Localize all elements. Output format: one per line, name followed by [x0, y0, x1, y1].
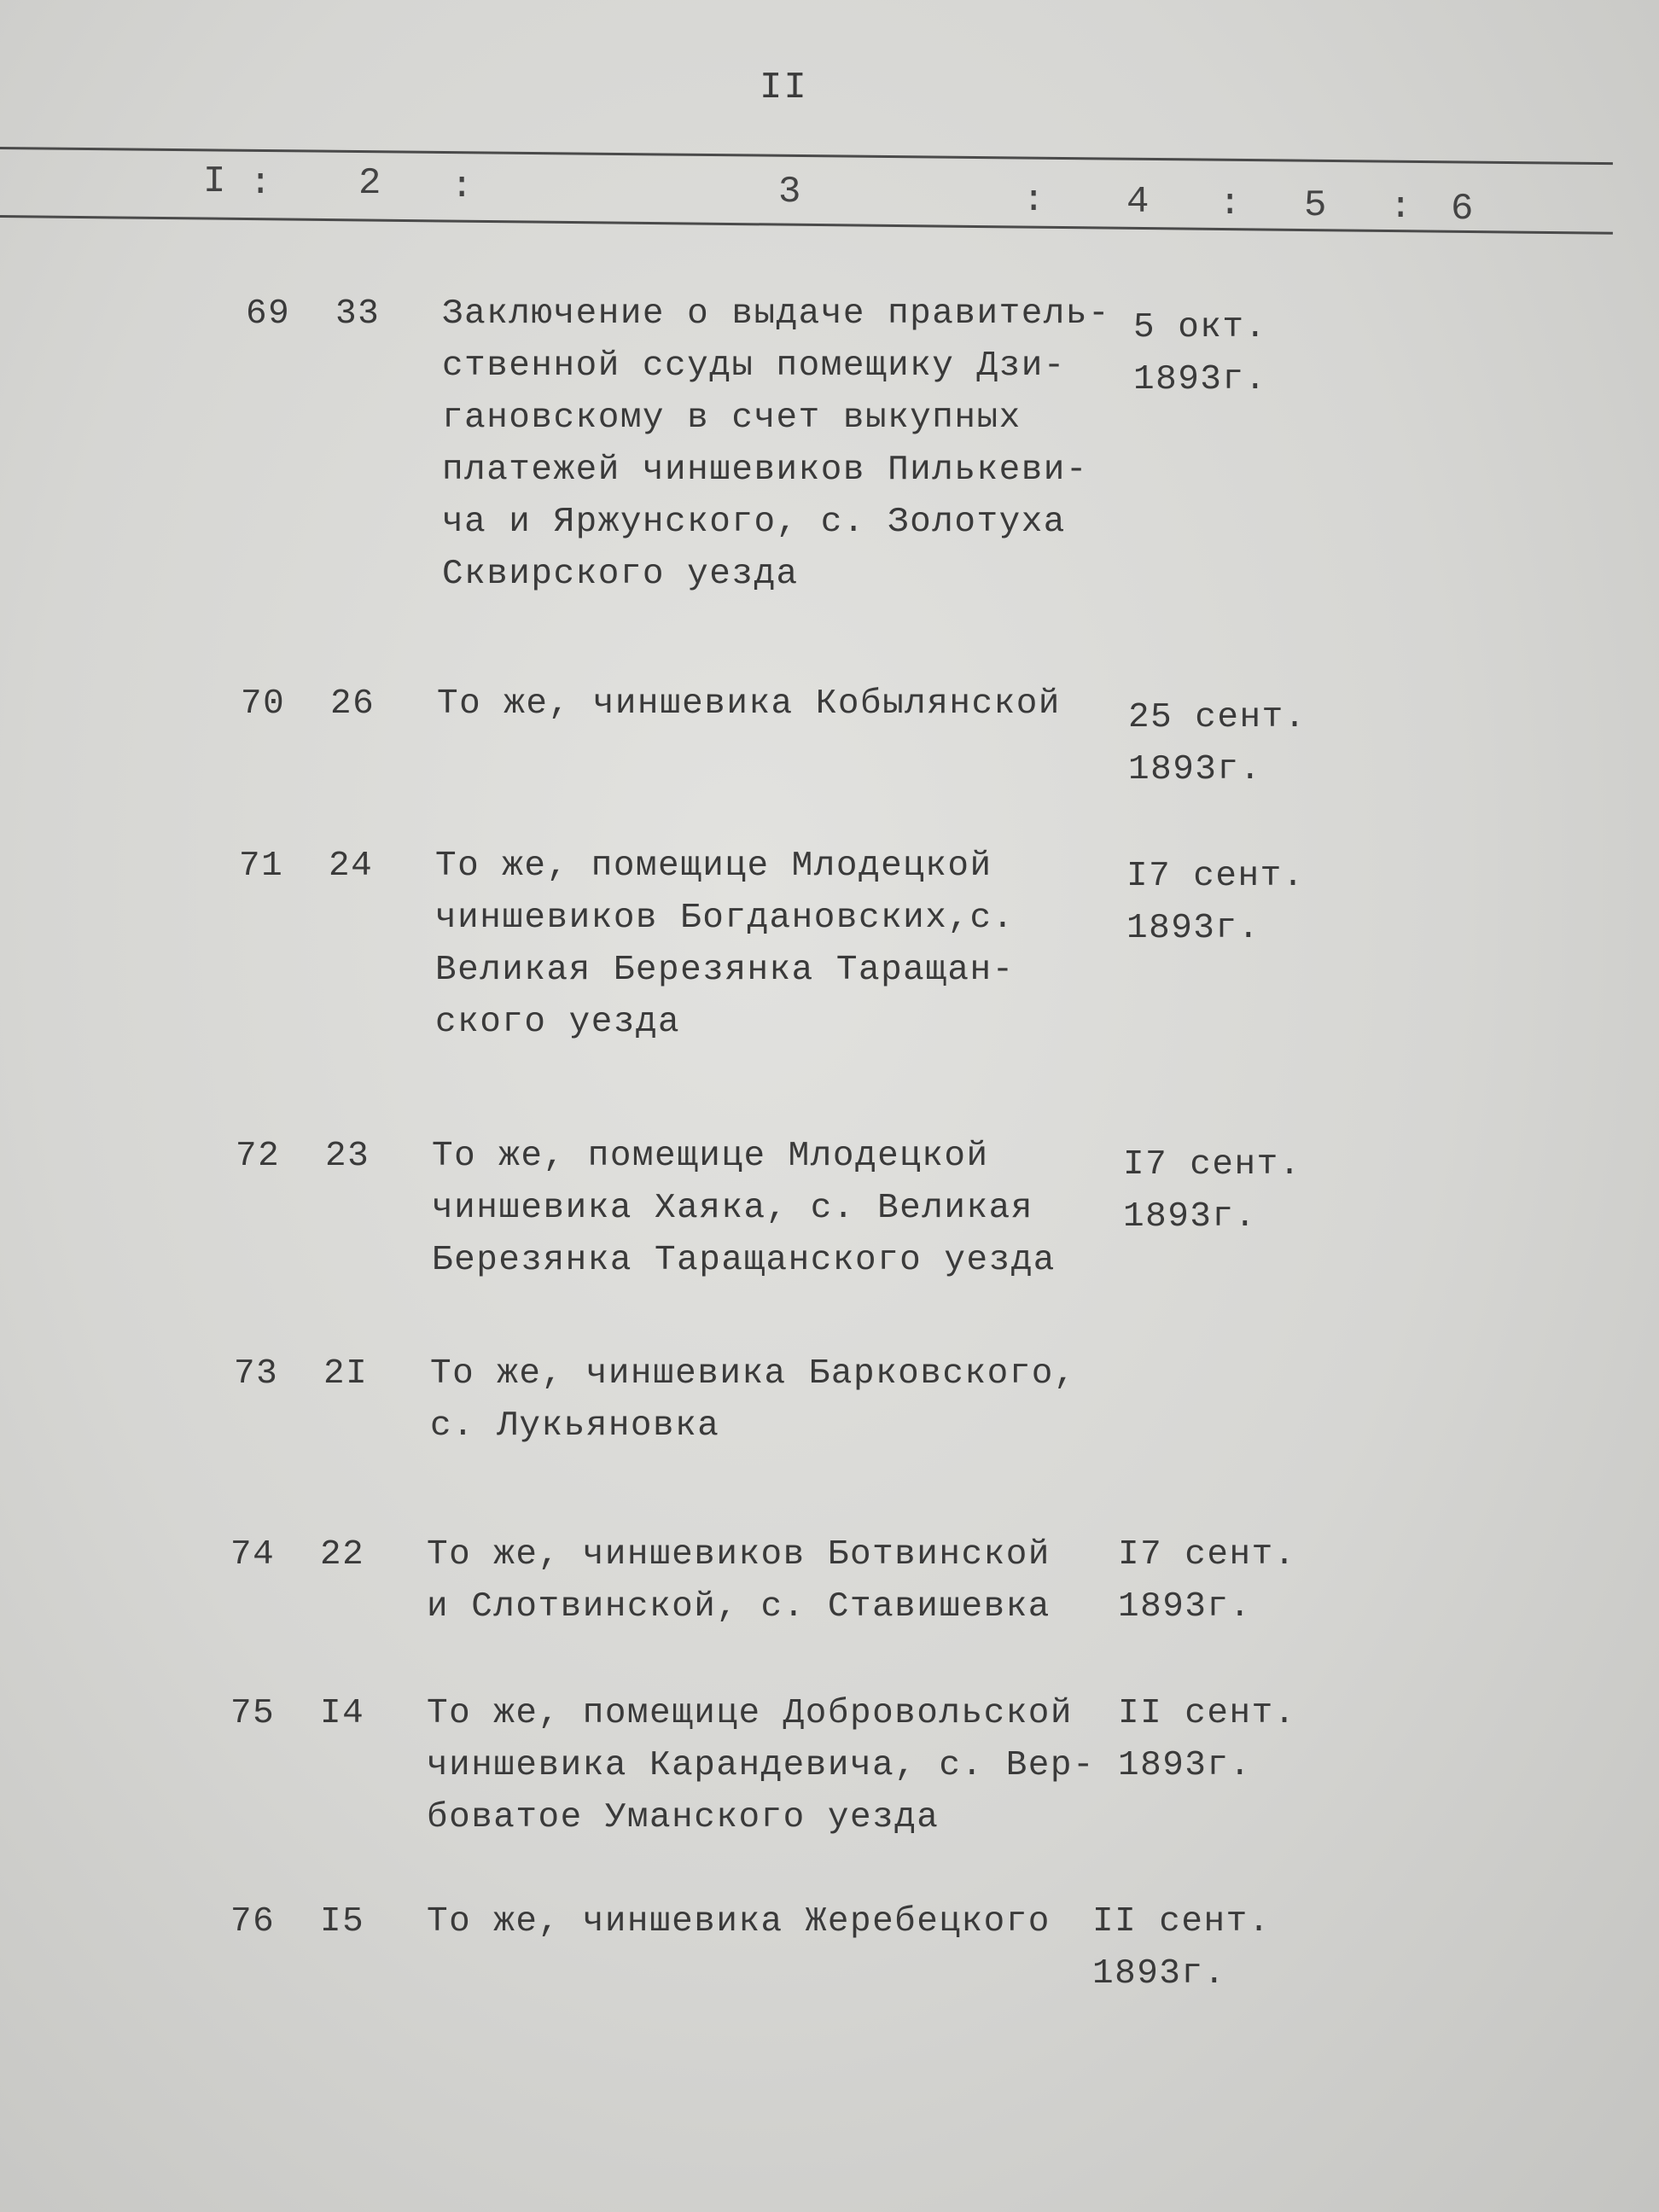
description-line: Березянка Таращанского уезда: [432, 1241, 1056, 1280]
description-line: с. Лукьяновка: [430, 1406, 720, 1446]
description-line: ского уезда: [435, 1003, 681, 1042]
date-line: II сент.: [1092, 1902, 1271, 1941]
column-header-2: 2: [358, 162, 381, 205]
description-line: То же, помещице Млодецкой: [432, 1137, 989, 1176]
entry-date: [1133, 302, 1355, 406]
entry-description: [432, 1131, 1115, 1287]
entry-description: [435, 841, 1118, 1049]
entry-description: [437, 678, 1120, 731]
description-line: чиншевика Хаяка, с. Великая: [432, 1189, 1033, 1228]
date-line: 1893г.: [1092, 1954, 1226, 1994]
entry-number: 74: [230, 1535, 276, 1575]
column-separator: :: [451, 166, 474, 208]
column-header-1: I: [203, 160, 226, 203]
description-line: чиншевиков Богдановских,с.: [435, 899, 1015, 938]
date-line: 1893г.: [1128, 750, 1262, 789]
entry-description: [430, 1348, 1113, 1452]
description-line: ча и Яржунского, с. Золотуха: [442, 503, 1066, 542]
description-line: гановскому в счет выкупных: [442, 399, 1022, 438]
column-separator: :: [1219, 183, 1242, 225]
column-header-4: 4: [1126, 181, 1150, 224]
entry-date: [1128, 692, 1350, 796]
column-separator: :: [1022, 179, 1045, 222]
date-line: I7 сент.: [1126, 857, 1305, 896]
description-line: чиншевика Карандевича, с. Вер-: [427, 1746, 1096, 1785]
description-line: боватое Уманского уезда: [427, 1798, 940, 1837]
entry-date: [1126, 851, 1348, 955]
entry-folio: 33: [335, 294, 381, 334]
header-rule-bottom: [0, 215, 1613, 235]
entry-number: 72: [236, 1137, 281, 1176]
entry-description: [427, 1688, 1109, 1844]
description-line: То же, чиншевика Кобылянской: [437, 684, 1061, 724]
description-line: То же, помещице Добровольской: [427, 1694, 1074, 1733]
entry-folio: I5: [320, 1902, 365, 1941]
entry-number: 75: [230, 1694, 276, 1733]
entry-folio: 22: [320, 1535, 365, 1575]
entry-number: 76: [230, 1902, 276, 1941]
entry-number: 70: [241, 684, 286, 724]
header-rule-top: [0, 147, 1613, 165]
description-line: и Слотвинской, с. Ставишевка: [427, 1587, 1051, 1627]
description-line: То же, чиншевика Барковского,: [430, 1354, 1077, 1394]
description-line: Заключение о выдаче правитель-: [442, 294, 1111, 334]
entry-date: [1123, 1139, 1345, 1243]
description-line: ственной ссуды помещику Дзи-: [442, 346, 1066, 386]
date-line: II сент.: [1118, 1694, 1296, 1733]
date-line: 1893г.: [1133, 360, 1267, 399]
column-header-6: 6: [1451, 188, 1474, 230]
entry-folio: I4: [320, 1694, 365, 1733]
entry-folio: 24: [329, 847, 374, 886]
description-line: Великая Березянка Таращан-: [435, 951, 1015, 990]
date-line: 5 окт.: [1133, 308, 1267, 347]
entry-folio: 23: [325, 1137, 370, 1176]
description-line: платежей чиншевиков Пилькеви-: [442, 451, 1089, 490]
entry-description: [427, 1529, 1109, 1633]
date-line: 1893г.: [1118, 1587, 1252, 1627]
entry-date: [1118, 1529, 1340, 1633]
entry-description: [442, 288, 1125, 601]
date-line: 1893г.: [1123, 1197, 1257, 1237]
column-separator: :: [1389, 186, 1412, 229]
description-line: То же, чиншевика Жеребецкого: [427, 1902, 1051, 1941]
page-number: II: [760, 67, 808, 109]
date-line: 1893г.: [1118, 1746, 1252, 1785]
date-line: 25 сент.: [1128, 698, 1307, 737]
date-line: 1893г.: [1126, 909, 1260, 948]
date-line: I7 сент.: [1123, 1145, 1301, 1185]
column-header-3: 3: [778, 171, 801, 213]
date-line: I7 сент.: [1118, 1535, 1296, 1575]
entry-number: 73: [234, 1354, 279, 1394]
entry-folio: 26: [330, 684, 375, 724]
entry-description: [427, 1896, 1109, 1948]
description-line: Сквирского уезда: [442, 555, 799, 594]
entry-number: 69: [246, 294, 291, 334]
entry-folio: 2I: [323, 1354, 369, 1394]
entry-date: [1118, 1688, 1340, 1792]
column-separator: :: [249, 162, 272, 205]
entry-number: 71: [239, 847, 284, 886]
description-line: То же, чиншевиков Ботвинской: [427, 1535, 1051, 1575]
entry-date: [1092, 1896, 1314, 2000]
column-header-5: 5: [1304, 184, 1327, 227]
description-line: То же, помещице Млодецкой: [435, 847, 992, 886]
